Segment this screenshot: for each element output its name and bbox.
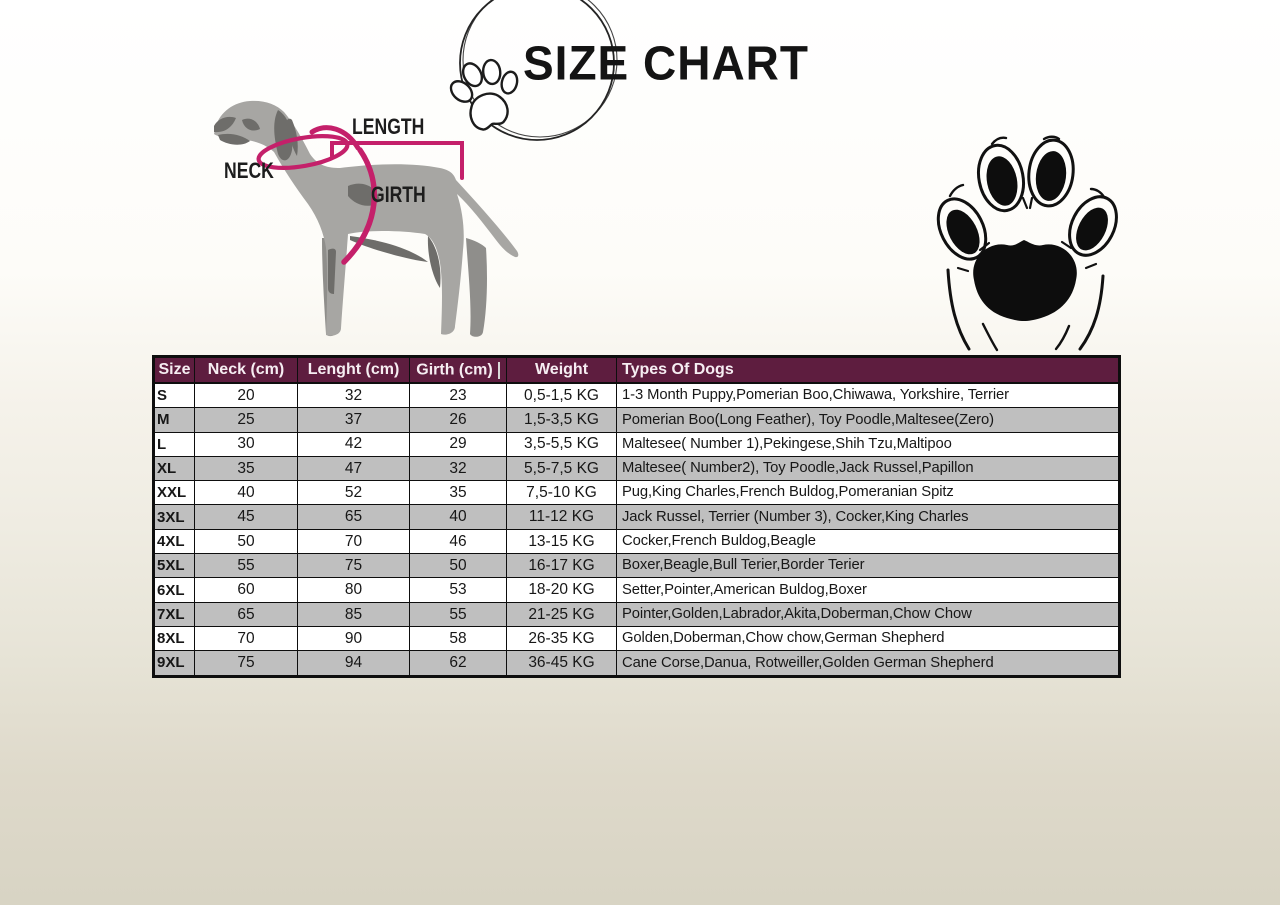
cell-girth: 50 bbox=[410, 554, 507, 578]
cell-types: Golden,Doberman,Chow chow,German Shepherd bbox=[617, 626, 1120, 650]
table-row bbox=[154, 481, 1120, 505]
table-row bbox=[154, 432, 1120, 456]
table-row bbox=[154, 554, 1120, 578]
cell-types: Boxer,Beagle,Bull Terier,Border Terier bbox=[617, 554, 1120, 578]
cell-types: Setter,Pointer,American Buldog,Boxer bbox=[617, 578, 1120, 602]
table-header-row bbox=[154, 357, 1120, 384]
header-cell-weight: Weight bbox=[507, 357, 617, 384]
table-row bbox=[154, 456, 1120, 480]
cell-neck: 20 bbox=[195, 383, 298, 408]
cell-girth: 46 bbox=[410, 529, 507, 553]
paw-print-icon bbox=[928, 128, 1126, 352]
cell-lenght: 37 bbox=[298, 408, 410, 432]
cell-weight: 5,5-7,5 KG bbox=[507, 456, 617, 480]
table-body bbox=[154, 383, 1120, 676]
table-row bbox=[154, 408, 1120, 432]
size-chart-table bbox=[152, 355, 1121, 678]
cell-lenght: 42 bbox=[298, 432, 410, 456]
cell-lenght: 65 bbox=[298, 505, 410, 529]
cell-lenght: 52 bbox=[298, 481, 410, 505]
cell-lenght: 85 bbox=[298, 602, 410, 626]
cell-girth: 35 bbox=[410, 481, 507, 505]
length-label: LENGTH bbox=[352, 114, 425, 139]
cell-types: Jack Russel, Terrier (Number 3), Cocker,King Charles bbox=[617, 505, 1120, 529]
cell-neck: 75 bbox=[195, 651, 298, 676]
cell-lenght: 80 bbox=[298, 578, 410, 602]
cell-girth: 32 bbox=[410, 456, 507, 480]
cell-weight: 11-12 KG bbox=[507, 505, 617, 529]
table-row bbox=[154, 383, 1120, 408]
cell-neck: 50 bbox=[195, 529, 298, 553]
cell-weight: 7,5-10 KG bbox=[507, 481, 617, 505]
cell-girth: 62 bbox=[410, 651, 507, 676]
cell-neck: 40 bbox=[195, 481, 298, 505]
cell-size: 3XL bbox=[154, 505, 195, 529]
cell-weight: 0,5-1,5 KG bbox=[507, 383, 617, 408]
cell-size: 7XL bbox=[154, 602, 195, 626]
cell-neck: 30 bbox=[195, 432, 298, 456]
cell-lenght: 32 bbox=[298, 383, 410, 408]
cell-girth: 26 bbox=[410, 408, 507, 432]
cell-lenght: 75 bbox=[298, 554, 410, 578]
cell-weight: 21-25 KG bbox=[507, 602, 617, 626]
cell-types: Pointer,Golden,Labrador,Akita,Doberman,Chow Chow bbox=[617, 602, 1120, 626]
cell-neck: 65 bbox=[195, 602, 298, 626]
cell-neck: 45 bbox=[195, 505, 298, 529]
cell-types: Maltesee( Number 1),Pekingese,Shih Tzu,Maltipoo bbox=[617, 432, 1120, 456]
table-row bbox=[154, 651, 1120, 676]
cell-neck: 60 bbox=[195, 578, 298, 602]
cell-girth: 58 bbox=[410, 626, 507, 650]
cell-girth: 23 bbox=[410, 383, 507, 408]
cell-size: L bbox=[154, 432, 195, 456]
cell-weight: 13-15 KG bbox=[507, 529, 617, 553]
cell-weight: 16-17 KG bbox=[507, 554, 617, 578]
table-row bbox=[154, 505, 1120, 529]
cell-girth: 29 bbox=[410, 432, 507, 456]
cell-lenght: 94 bbox=[298, 651, 410, 676]
cell-types: Cane Corse,Danua, Rotweiller,Golden German Shepherd bbox=[617, 651, 1120, 676]
cell-weight: 1,5-3,5 KG bbox=[507, 408, 617, 432]
cell-neck: 70 bbox=[195, 626, 298, 650]
cell-size: 6XL bbox=[154, 578, 195, 602]
cell-types: Maltesee( Number2), Toy Poodle,Jack Russel,Papillon bbox=[617, 456, 1120, 480]
cell-size: 9XL bbox=[154, 651, 195, 676]
cell-girth: 40 bbox=[410, 505, 507, 529]
table-row bbox=[154, 529, 1120, 553]
cell-size: XL bbox=[154, 456, 195, 480]
cell-neck: 25 bbox=[195, 408, 298, 432]
header-cell-neck-cm: Neck (cm) bbox=[195, 357, 298, 384]
cell-weight: 3,5-5,5 KG bbox=[507, 432, 617, 456]
neck-label: NECK bbox=[224, 158, 274, 183]
cell-types: 1-3 Month Puppy,Pomerian Boo,Chiwawa, Yorkshire, Terrier bbox=[617, 383, 1120, 408]
cell-size: 4XL bbox=[154, 529, 195, 553]
cell-lenght: 70 bbox=[298, 529, 410, 553]
cell-neck: 35 bbox=[195, 456, 298, 480]
cell-size: 8XL bbox=[154, 626, 195, 650]
cell-size: S bbox=[154, 383, 195, 408]
cell-weight: 18-20 KG bbox=[507, 578, 617, 602]
table-row bbox=[154, 602, 1120, 626]
cell-types: Pug,King Charles,French Buldog,Pomeranian Spitz bbox=[617, 481, 1120, 505]
header-cell-size: Size bbox=[154, 357, 195, 384]
header-cell-types-of-dogs: Types Of Dogs bbox=[617, 357, 1120, 384]
header-cell-girth-cm: Girth (cm) bbox=[410, 357, 507, 384]
cell-weight: 26-35 KG bbox=[507, 626, 617, 650]
cell-girth: 55 bbox=[410, 602, 507, 626]
page-title: SIZE CHART bbox=[523, 35, 809, 91]
cell-types: Cocker,French Buldog,Beagle bbox=[617, 529, 1120, 553]
text-cursor bbox=[498, 362, 500, 379]
cell-size: M bbox=[154, 408, 195, 432]
cell-lenght: 47 bbox=[298, 456, 410, 480]
cell-lenght: 90 bbox=[298, 626, 410, 650]
header-cell-lenght-cm: Lenght (cm) bbox=[298, 357, 410, 384]
cell-size: XXL bbox=[154, 481, 195, 505]
cell-size: 5XL bbox=[154, 554, 195, 578]
cell-weight: 36-45 KG bbox=[507, 651, 617, 676]
cell-types: Pomerian Boo(Long Feather), Toy Poodle,Maltesee(Zero) bbox=[617, 408, 1120, 432]
cell-girth: 53 bbox=[410, 578, 507, 602]
table-row bbox=[154, 578, 1120, 602]
cell-neck: 55 bbox=[195, 554, 298, 578]
girth-label: GIRTH bbox=[371, 182, 426, 207]
table-row bbox=[154, 626, 1120, 650]
